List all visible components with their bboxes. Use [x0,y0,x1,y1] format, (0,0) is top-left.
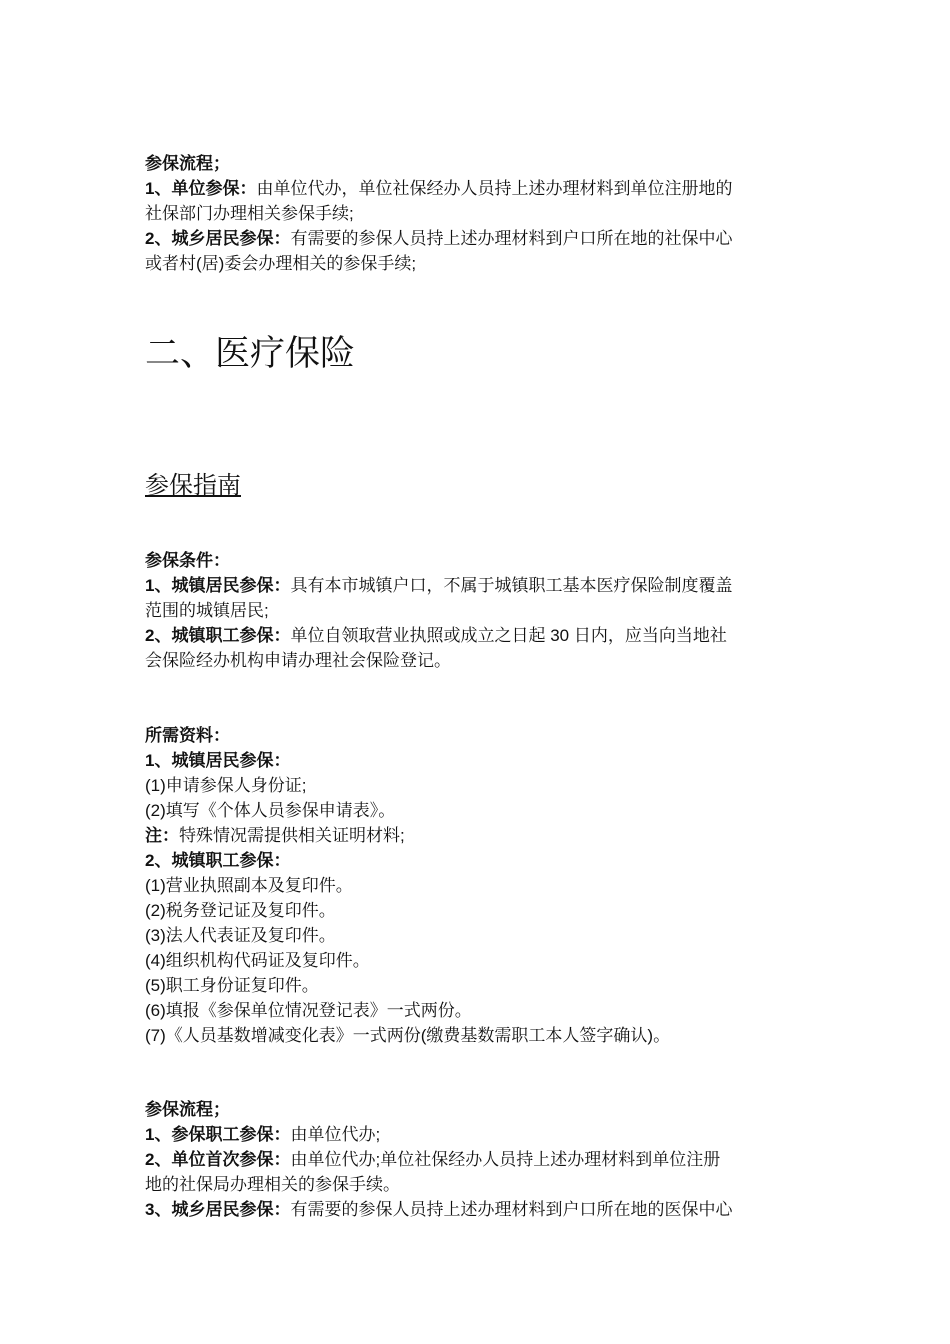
list-item: (2)税务登记证及复印件。 [145,901,336,920]
list-item: (2)填写《个体人员参保申请表》。 [145,801,396,820]
list-item: (4)组织机构代码证及复印件。 [145,951,370,970]
item-label: 3、城乡居民参保： [145,1200,291,1219]
conditions-item-1 [145,573,815,598]
materials-title: 所需资料： [145,726,230,745]
conditions-item-2 [145,623,815,648]
medical-flow-block [145,1097,815,1222]
materials-group-1-label: 1、城镇居民参保： [145,751,291,770]
pension-flow-title: 参保流程； [145,154,230,173]
materials-note [145,823,815,848]
subheading-insurance-guide: 参保指南 [145,472,241,499]
item-label: 2、城乡居民参保： [145,229,291,248]
list-item: (1)申请参保人身份证; [145,776,307,795]
item-text: 单位自领取营业执照或成立之日起 30 日内，应当向当地社 [290,626,727,645]
item-text: 由单位代办; [290,1125,381,1144]
medical-flow-item-3 [145,1197,815,1222]
item-text: 由单位代办，单位社保经办人员持上述办理材料到单位注册地的 [256,179,733,198]
item-label: 1、参保职工参保： [145,1125,291,1144]
list-item: (7)《人员基数增减变化表》一式两份(缴费基数需职工本人签字确认)。 [145,1026,671,1045]
item-text-continued: 社保部门办理相关参保手续; [145,204,354,223]
conditions-title: 参保条件： [145,551,230,570]
item-label: 2、城镇职工参保： [145,626,291,645]
list-item: (1)营业执照副本及复印件。 [145,876,353,895]
item-text: 具有本市城镇户口，不属于城镇职工基本医疗保险制度覆盖 [290,576,733,595]
list-item: (5)职工身份证复印件。 [145,976,319,995]
materials-block [145,723,815,1048]
list-item: (3)法人代表证及复印件。 [145,926,336,945]
section-heading-medical-insurance: 二、医疗保险 [145,334,356,373]
item-label: 1、城镇居民参保： [145,576,291,595]
pension-flow-item-1 [145,176,815,201]
medical-flow-title: 参保流程； [145,1100,230,1119]
conditions-block [145,548,815,673]
list-item: (6)填报《参保单位情况登记表》一式两份。 [145,1001,472,1020]
pension-flow-item-2 [145,226,815,251]
item-text-continued: 会保险经办机构申请办理社会保险登记。 [145,651,451,670]
item-text: 有需要的参保人员持上述办理材料到户口所在地的医保中心 [290,1200,733,1219]
note-text: 特殊情况需提供相关证明材料; [179,826,405,845]
item-label: 1、单位参保： [145,179,257,198]
materials-group-2-label: 2、城镇职工参保： [145,851,291,870]
item-label: 2、单位首次参保： [145,1150,291,1169]
medical-flow-item-2 [145,1147,815,1172]
pension-flow-block [145,151,815,276]
item-text: 有需要的参保人员持上述办理材料到户口所在地的社保中心 [290,229,733,248]
item-text-continued: 范围的城镇居民; [145,601,269,620]
medical-flow-item-1 [145,1122,815,1147]
note-label: 注： [145,826,179,845]
item-text-continued: 地的社保局办理相关的参保手续。 [145,1175,400,1194]
item-text-continued: 或者村(居)委会办理相关的参保手续; [145,254,417,273]
item-text: 由单位代办;单位社保经办人员持上述办理材料到单位注册 [290,1150,721,1169]
